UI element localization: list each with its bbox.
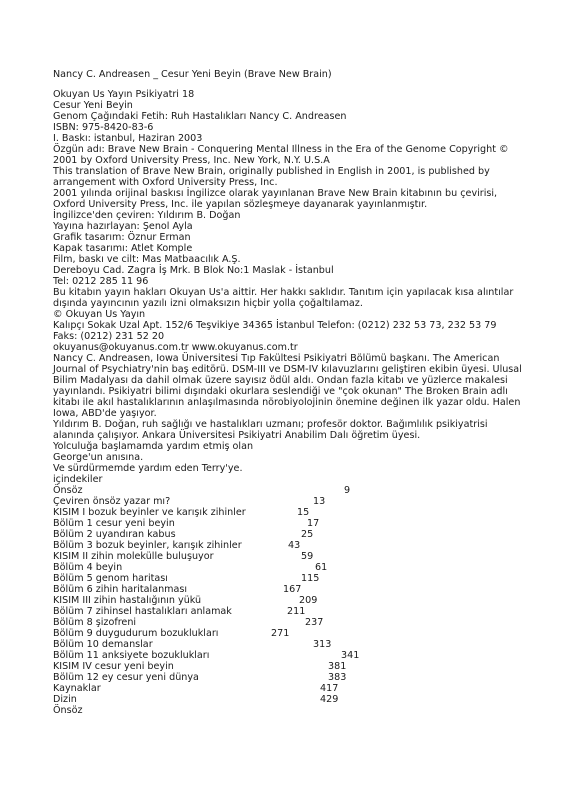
toc-entry[interactable] (53, 496, 523, 507)
toc-entry-page: 13 (313, 496, 326, 507)
imprint-line: Yayına hazırlayan: Şenol Ayla (53, 221, 193, 232)
footer-text: Önsöz (53, 705, 83, 716)
toc-entry[interactable] (53, 540, 523, 551)
toc-entry[interactable] (53, 639, 523, 650)
toc-entry[interactable] (53, 650, 523, 661)
spacer (53, 80, 523, 89)
imprint-line: Cesur Yeni Beyin (53, 100, 133, 111)
toc-entry-page: 383 (328, 672, 347, 683)
imprint-line: Dereboyu Cad. Zagra İş Mrk. B Blok No:1 Maslak - İstanbul (53, 265, 334, 276)
toc-entry-page: 43 (288, 540, 301, 551)
toc-entry-title: Bölüm 6 zihin haritalanması (53, 584, 188, 595)
toc-entry[interactable] (53, 507, 523, 518)
toc-entry-title: Önsöz (53, 485, 83, 496)
toc-entry-title: Bölüm 9 duygudurum bozuklukları (53, 628, 219, 639)
dedication (53, 441, 523, 474)
toc-entry[interactable] (53, 661, 523, 672)
imprint-line: Film, baskı ve cilt: Mas Matbaacılık A.Ş. (53, 254, 241, 265)
toc-entry-title: KISIM IV cesur yeni beyin (53, 661, 174, 672)
toc-entry-page: 313 (313, 639, 332, 650)
toc-entry-page: 417 (320, 683, 339, 694)
publisher-contact: okuyanus@okuyanus.com.tr www.okuyanus.com.tr (53, 342, 298, 353)
toc-entry[interactable] (53, 606, 523, 617)
toc-entry[interactable] (53, 573, 523, 584)
imprint-line: Kalıpçı Sokak Uzal Apt. 152/6 Teşvikiye 34365 İstanbul Telefon: (0212) 232 53 73, 232 53 79 Faks: (0212) 231 52 20 (53, 320, 497, 342)
toc-entry-page: 15 (297, 507, 310, 518)
toc-entry[interactable] (53, 562, 523, 573)
toc-entry-title: KISIM II zihin moleküllе buluşuyor (53, 551, 214, 562)
imprint-line: I. Baskı: istanbul, Haziran 2003 (53, 133, 203, 144)
imprint-line: Bu kitabın yayın hakları Okuyan Us'a aittir. Her hakkı saklıdır. Tanıtım için yapılacak kısa alıntılar dışında yayıncının yazılı izni olmaksızın hiçbir yolla çoğaltılamaz. (53, 287, 514, 309)
toc-entry-title: Bölüm 2 uyandıran kabus (53, 529, 176, 540)
toc-entry-page: 9 (344, 485, 351, 496)
toc-entry-title: Bölüm 5 genom haritası (53, 573, 168, 584)
toc-entry[interactable] (53, 683, 523, 694)
translator-bio: Yıldırım B. Doğan, ruh sağlığı ve hastalıkları uzmanı; profesör doktor. Bağımlılık psikiyatrisi alanında çalışıyor. Ankara Üniversitesi Psikiyatri Anabilim Dalı öğretim üyesi. (53, 419, 488, 441)
toc-entry-page: 115 (301, 573, 320, 584)
toc-entry[interactable] (53, 672, 523, 683)
imprint-line: ISBN: 975-8420-83-6 (53, 122, 154, 133)
toc-title: içindekiler (53, 474, 103, 485)
toc-entry-title: KISIM I bozuk beyinler ve karışık zihinler (53, 507, 246, 518)
toc-entry-page: 17 (307, 518, 320, 529)
toc-entry[interactable] (53, 628, 523, 639)
imprint-line: Özgün adı: Brave New Brain - Conquering Mental Illness in the Era of the Genome Copyright © 2001 by Oxford University Press, Inc. New York, N.Y. U.S.A (53, 144, 509, 166)
toc-entry[interactable] (53, 617, 523, 628)
toc-entry-page: 211 (287, 606, 306, 617)
toc-entry[interactable] (53, 584, 523, 595)
document-header: Nancy C. Andreasen _ Cesur Yeni Beyin (Brave New Brain) (53, 69, 332, 80)
author-bio: Nancy C. Andreasen, Iowa Üniversitesi Tıp Fakültesi Psikiyatri Bölümü başkanı. The American Journal of Psychiatry'nin baş editörü. DSM-III ve DSM-IV kılavuzlarını geliştiren ekibin üyesi. Ulusal Bilim Madalyası da dahil olmak üzere sayısız ödül aldı. Ondan fazla kitabı ve yüzlerce makalesi yayınlandı. Psikiyatri bilimi dışındaki okurlara seslendiği ve "çok okunan" The Broken Brain adlı kitabı ile akıl hastalıklarının anlaşılmasında nörobiyolojinin önemine değinen ilk yazar oldu. Halen Iowa, ABD'de yaşıyor. (53, 353, 522, 419)
toc-entry[interactable] (53, 518, 523, 529)
toc-entry-title: Bölüm 10 demanslar (53, 639, 153, 650)
toc-entry-title: Bölüm 7 zihinsel hastalıkları anlamak (53, 606, 232, 617)
table-of-contents (53, 485, 523, 705)
toc-entry-title: Bölüm 4 beyin (53, 562, 123, 573)
toc-entry-title: Kaynaklar (53, 683, 101, 694)
toc-entry-title: Dizin (53, 694, 77, 705)
toc-entry-title: Bölüm 12 ey cesur yeni dünya (53, 672, 199, 683)
imprint-line: Genom Çağındaki Fetih: Ruh Hastalıkları Nancy C. Andreasen (53, 111, 347, 122)
imprint-block (53, 89, 523, 441)
imprint-line: Kapak tasarımı: Atlet Komple (53, 243, 193, 254)
toc-entry-page: 25 (301, 529, 314, 540)
imprint-line: This translation of Brave New Brain, originally published in English in 2001, is published by arrangement with Oxford University Press, Inc. (53, 166, 490, 188)
toc-entry-page: 341 (341, 650, 360, 661)
toc-entry[interactable] (53, 485, 523, 496)
toc-entry-title: Çeviren önsöz yazar mı? (53, 496, 171, 507)
toc-entry-title: Bölüm 8 şizofreni (53, 617, 137, 628)
dedication-line: Ve sürdürmemde yardım eden Terry'ye. (53, 463, 243, 474)
document-page (53, 69, 523, 716)
imprint-line: 2001 yılında orijinal baskısı İngilizce olarak yayınlanan Brave New Brain kitabının bu çevirisi, Oxford University Press, Inc. ile yapılan sözleşmeye dayanarak yayınlanmıştır. (53, 188, 498, 210)
toc-entry-title: Bölüm 3 bozuk beyinler, karışık zihinler (53, 540, 242, 551)
imprint-line: Grafik tasarım: Öznur Erman (53, 232, 191, 243)
toc-entry-title: Bölüm 11 anksiyete bozuklukları (53, 650, 210, 661)
toc-entry[interactable] (53, 595, 523, 606)
imprint-line: Tel: 0212 285 11 96 (53, 276, 149, 287)
toc-entry-title: KISIM III zihin hastalığının yükü (53, 595, 202, 606)
toc-entry[interactable] (53, 694, 523, 705)
toc-entry-page: 381 (328, 661, 347, 672)
imprint-line: © Okuyan Us Yayın (53, 309, 146, 320)
imprint-line: Okuyan Us Yayın Psikiyatri 18 (53, 89, 195, 100)
toc-entry[interactable] (53, 551, 523, 562)
toc-entry-page: 429 (320, 694, 339, 705)
toc-entry-page: 61 (315, 562, 328, 573)
toc-entry[interactable] (53, 529, 523, 540)
toc-entry-title: Bölüm 1 cesur yeni beyin (53, 518, 175, 529)
toc-entry-page: 271 (271, 628, 290, 639)
dedication-line: George'un anısına. (53, 452, 144, 463)
imprint-line: İngilizce'den çeviren: Yıldırım B. Doğan (53, 210, 241, 221)
toc-entry-page: 59 (301, 551, 314, 562)
toc-entry-page: 209 (299, 595, 318, 606)
dedication-line: Yolculuğa başlamamda yardım etmiş olan (53, 441, 254, 452)
toc-entry-page: 237 (305, 617, 324, 628)
toc-entry-page: 167 (283, 584, 302, 595)
